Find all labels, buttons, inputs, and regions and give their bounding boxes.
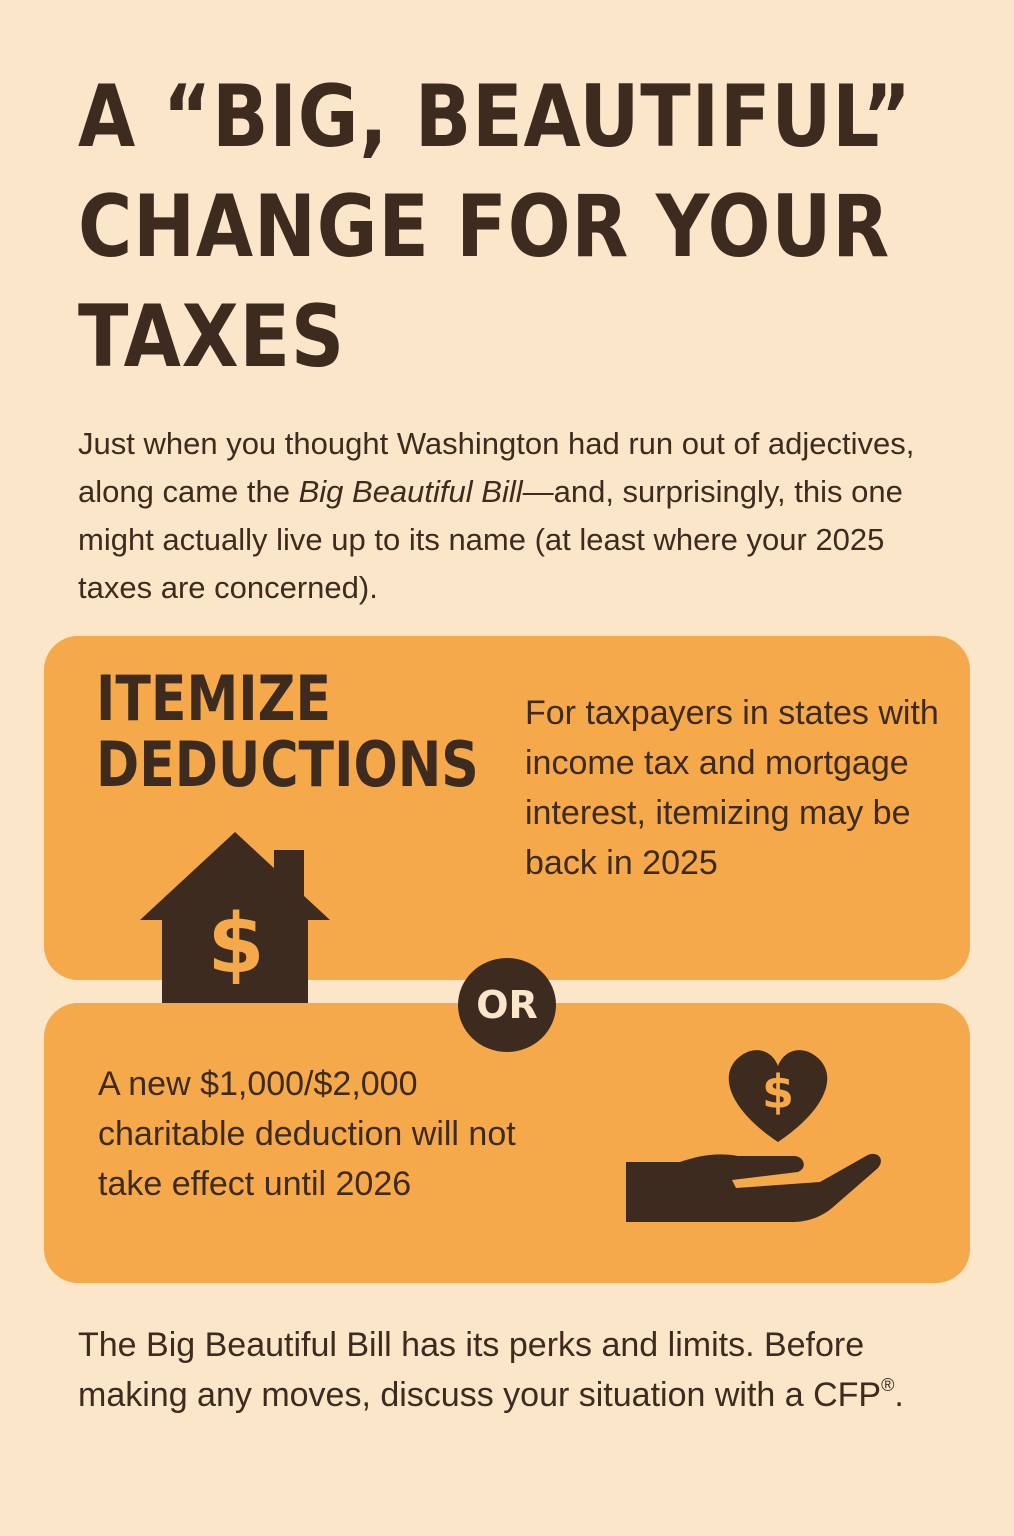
itemize-title-line-2: DEDUCTIONS [96,728,479,801]
title-line-3: TAXES [78,287,346,387]
title-line-1: A “BIG, BEAUTIFUL” [78,67,912,167]
itemize-card-text: For taxpayers in states with income tax and mortgage interest, itemizing may be back in 2025 [525,694,939,882]
intro-text-before: Just when you thought Washington had run out of adjectives, along came the [78,426,915,509]
intro-paragraph [78,420,938,612]
footer-end: . [894,1376,904,1414]
registered-mark: ® [881,1375,895,1395]
svg-text:$: $ [207,897,265,992]
footer-text: The Big Beautiful Bill has its perks and limits. Before making any moves, discuss your situation with a CFP [78,1326,882,1414]
or-badge: OR [458,958,556,1052]
svg-text:$: $ [761,1065,795,1119]
house-dollar-icon [140,832,330,1004]
heart-hand-dollar-icon [620,1040,882,1240]
title-line-2: CHANGE FOR YOUR [78,177,891,277]
page-title [78,62,912,392]
charitable-card-text: A new $1,000/$2,000 charitable deduction will not take effect until 2026 [98,1065,516,1203]
footer-note [78,1320,958,1420]
itemize-card-title [96,662,479,801]
intro-text-after: —and, surprisingly, this one might actually live up to its name (at least where your 2025 taxes are concerned). [78,474,903,605]
itemize-title-line-1: ITEMIZE [96,662,332,735]
intro-bill-name: Big Beautiful Bill [298,474,523,509]
